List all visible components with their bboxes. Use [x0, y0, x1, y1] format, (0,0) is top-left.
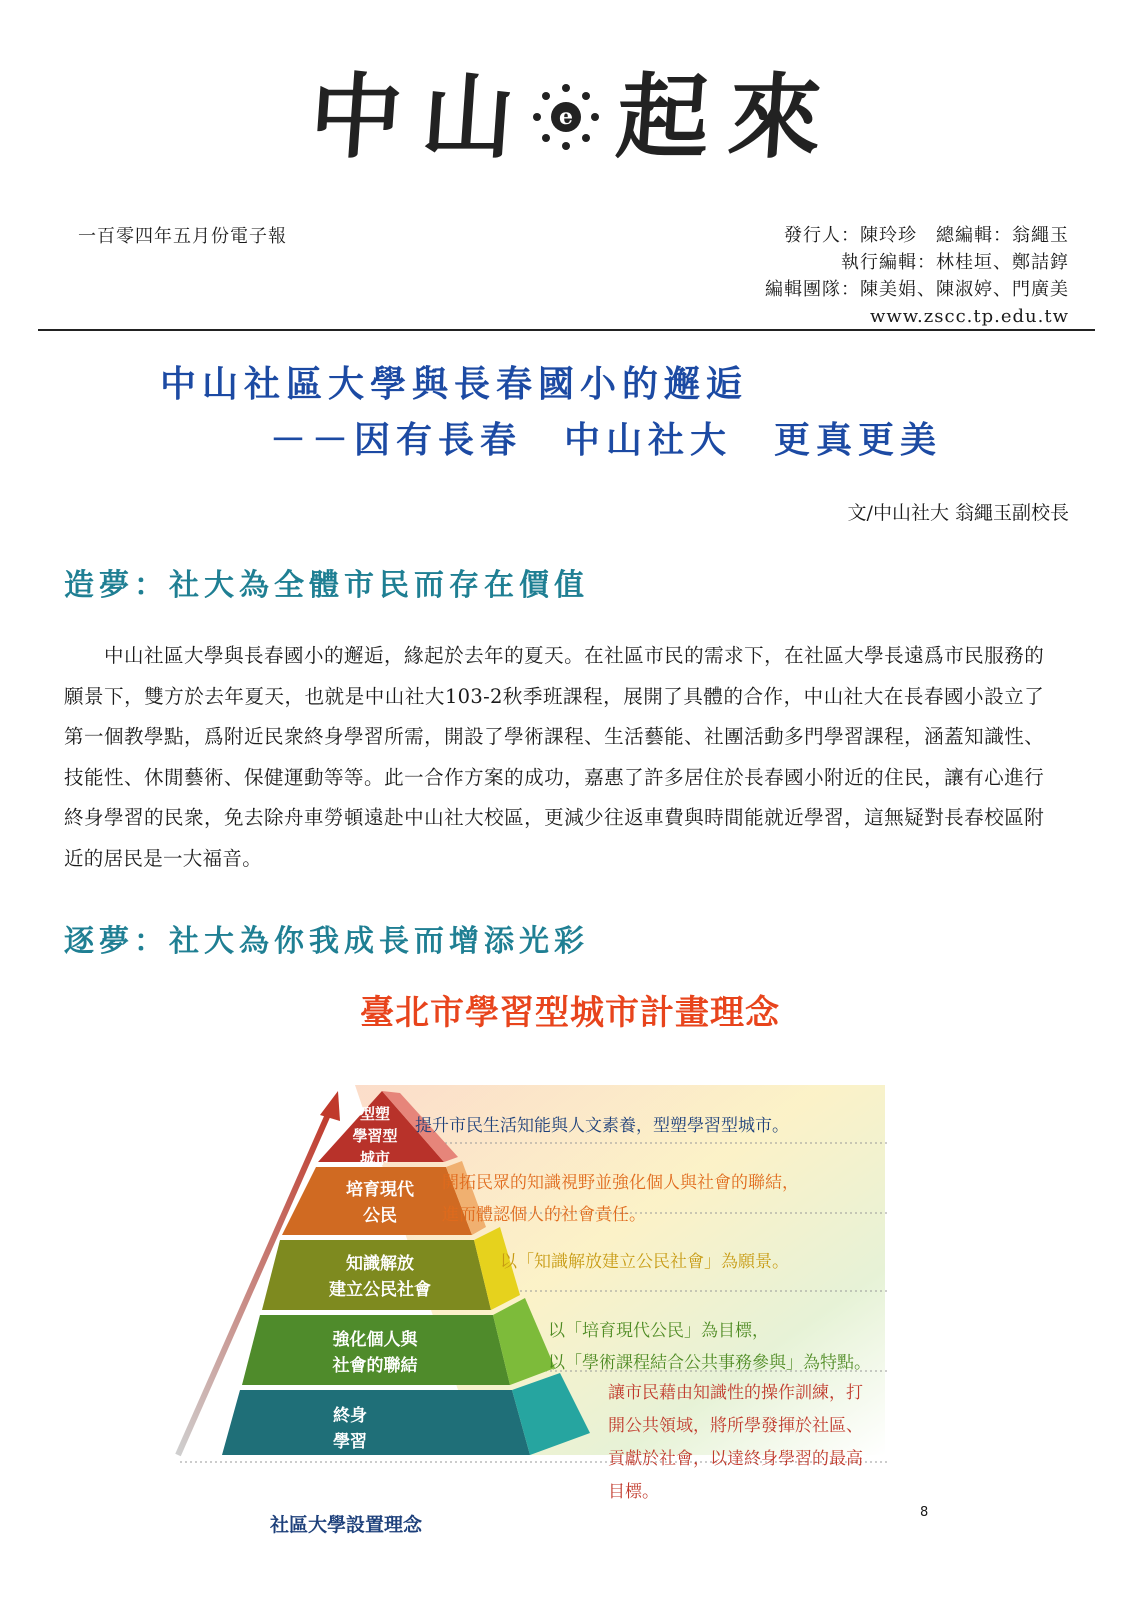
level-description: 以「知識解放建立公民社會」為願景。 — [500, 1252, 789, 1272]
sun-e-logo-icon — [529, 80, 603, 154]
level-label: 培育現代 公民 — [346, 1180, 414, 1226]
issue-label: 一百零四年五月份電子報 — [78, 226, 287, 247]
svg-text:e: e — [558, 104, 573, 130]
level-description: 開拓民眾的知識視野並強化個人與社會的聯結， 進而體認個人的社會責任。 — [442, 1173, 799, 1225]
pyramid-figure — [150, 985, 990, 1545]
masthead-char: 山 — [418, 63, 519, 171]
level-description: 提升市民生活知能與人文素養，型塑學習型城市。 — [415, 1116, 789, 1136]
masthead-char: 中 — [306, 63, 407, 171]
level-label: 型塑 學習型 城市 — [352, 1105, 398, 1167]
masthead-char: 起 — [612, 63, 713, 171]
masthead-char: 來 — [724, 63, 825, 171]
staff-list — [765, 222, 1069, 330]
figure-title: 臺北市學習型城市計畫理念 — [360, 993, 780, 1033]
level-description: 以「培育現代公民」為目標， 以「學術課程結合公共事務參與」為特點。 — [548, 1321, 871, 1373]
staff-line: 發行人：陳玲珍 總編輯：翁繩玉 — [784, 225, 1069, 246]
header-divider — [38, 329, 1095, 331]
website-link[interactable]: www.zscc.tp.edu.tw — [869, 306, 1069, 327]
figure-caption: 社區大學設置理念 — [270, 1514, 423, 1536]
staff-line: 編輯團隊：陳美娟、陳淑婷、門廣美 — [765, 279, 1069, 300]
level-description: 讓市民藉由知識性的操作訓練，打 開公共領域，將所學發揮於社區、 貢獻於社會，以達終身學習的最高 目標。 — [608, 1383, 863, 1502]
staff-line: 執行編輯：林桂垣、鄭詰錞 — [841, 252, 1069, 273]
level-label: 知識解放 建立公民社會 — [329, 1254, 431, 1300]
byline: 文/中山社大 翁繩玉副校長 — [847, 502, 1069, 524]
page-number: 8 — [920, 1505, 929, 1520]
level-label: 終身 學習 — [333, 1406, 367, 1452]
article-title: 中山社區大學與長春國小的邂逅 — [160, 364, 749, 405]
section-heading: 逐夢：社大為你我成長而增添光彩 — [64, 924, 589, 959]
body-paragraph: 中山社區大學與長春國小的邂逅，緣起於去年的夏天。在社區市民的需求下，在社區大學長遠爲市民服務的願景下，雙方於去年夏天，也就是中山社大103-2秋季班課程，展開了具體的合作，中山社大在長春國小設立了第一個教學點，爲附近民衆終身學習所需，開設了學術課程、生活藝能、社團活動多門學習課程，涵蓋知識性、技能性、休閒藝術、保健運動等等。此一合作方案的成功，嘉惠了許多居住於長春國小附近的住民，讓有心進行終身學習的民衆，免去除舟車勞頓遠赴中山社大校區，更減少往返車費與時間能就近學習，這無疑對長春校區附近的居民是一大福音。 — [64, 644, 1044, 870]
masthead — [0, 52, 1131, 182]
level-label: 強化個人與 社會的聯結 — [332, 1330, 418, 1376]
article-subtitle: －－因有長春 中山社大 更真更美 — [270, 420, 943, 461]
section-heading: 造夢：社大為全體市民而存在價值 — [64, 568, 589, 603]
